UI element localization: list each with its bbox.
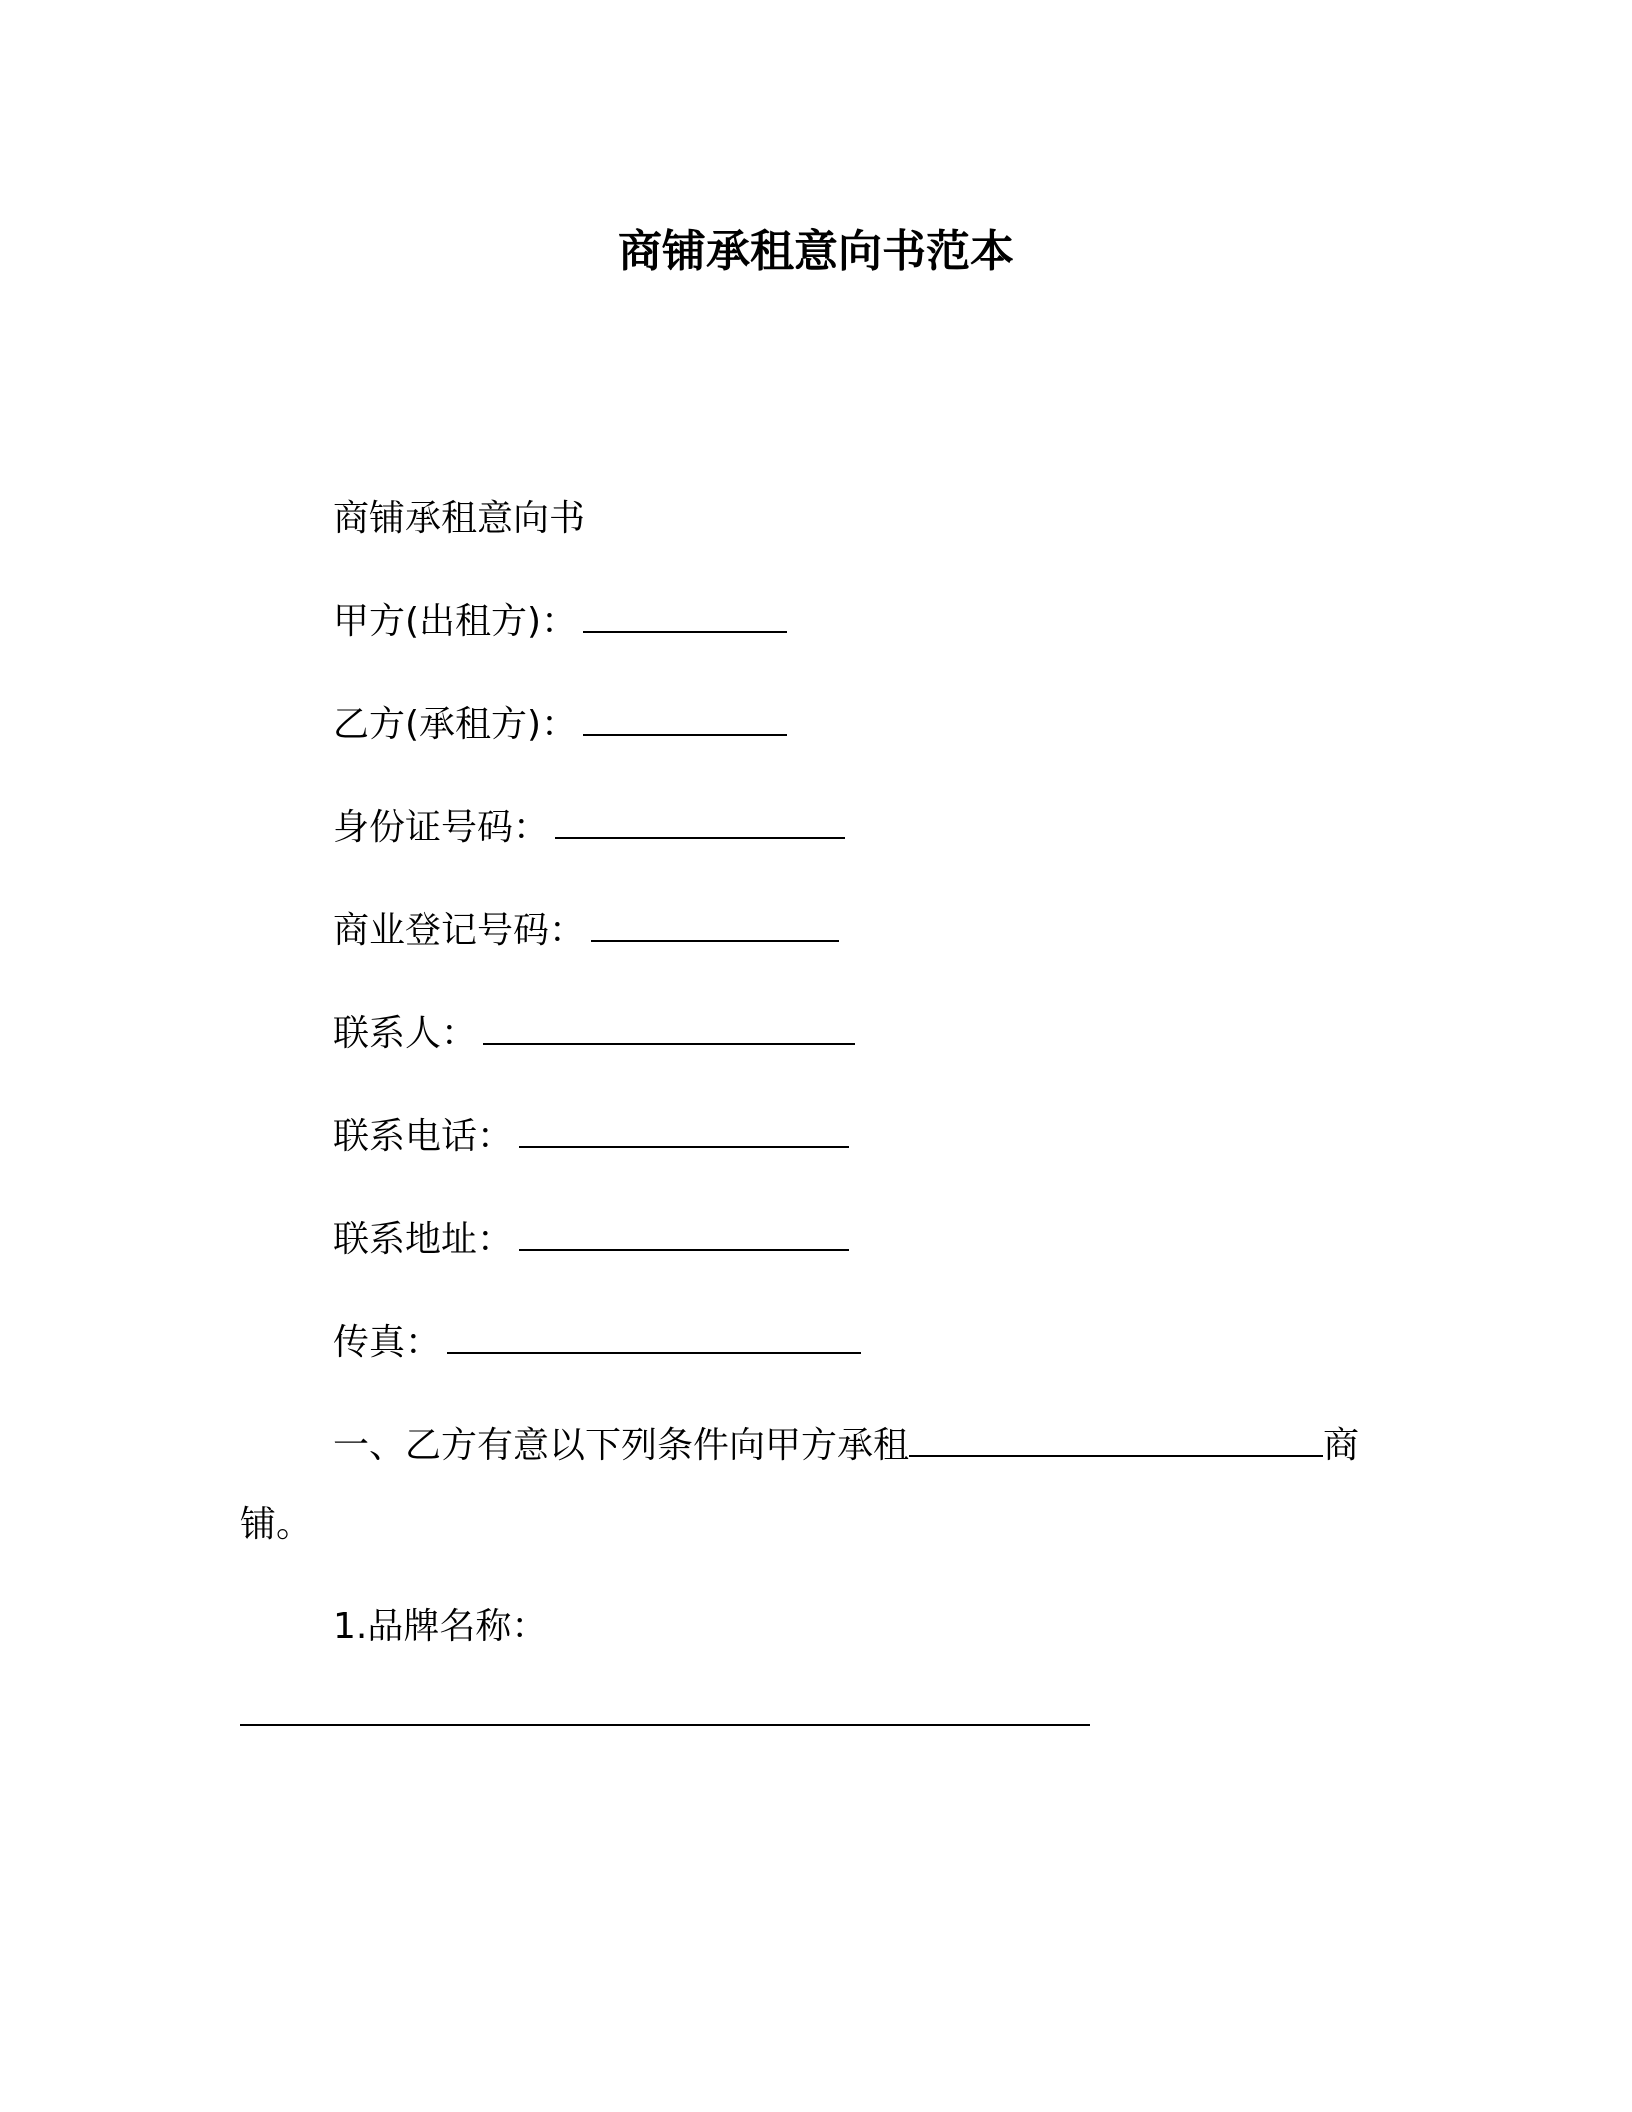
clause-1-suffix: 商 <box>1323 1425 1360 1466</box>
item-1-brand-name: 1.品牌名称： <box>333 1606 548 1647</box>
field-lessor-label: 甲方(出租方)： <box>333 601 578 642</box>
field-id-number-blank <box>555 831 845 839</box>
field-business-reg-label: 商业登记号码： <box>333 910 586 951</box>
field-contact-address-blank <box>519 1243 849 1251</box>
field-contact-phone-label: 联系电话： <box>333 1116 514 1157</box>
field-lessee-label: 乙方(承租方)： <box>333 704 578 745</box>
field-id-number-label: 身份证号码： <box>333 807 550 848</box>
clause-1 <box>333 1421 1359 1471</box>
field-lessor-blank <box>583 625 787 633</box>
field-contact-person-label: 联系人： <box>333 1013 478 1054</box>
field-lessee-blank <box>583 728 787 736</box>
field-fax-blank <box>447 1346 861 1354</box>
document-title: 商铺承租意向书范本 <box>618 226 1014 277</box>
field-fax <box>333 1318 861 1368</box>
clause-1-blank <box>909 1449 1323 1457</box>
field-id-number <box>333 803 845 853</box>
field-lessee <box>333 700 787 750</box>
clause-1-text: 一、乙方有意以下列条件向甲方承租 <box>333 1425 910 1466</box>
field-business-reg <box>333 906 839 956</box>
field-contact-person <box>333 1009 855 1059</box>
field-contact-phone-blank <box>519 1140 849 1148</box>
document-heading: 商铺承租意向书 <box>333 498 586 539</box>
field-lessor <box>333 597 787 647</box>
field-contact-address-label: 联系地址： <box>333 1219 514 1260</box>
clause-1-continuation: 铺。 <box>240 1504 313 1545</box>
field-contact-person-blank <box>483 1037 855 1045</box>
field-contact-phone <box>333 1112 849 1162</box>
field-fax-label: 传真： <box>333 1322 442 1363</box>
item-1-brand-name-blank <box>240 1724 1090 1726</box>
field-business-reg-blank <box>591 934 839 942</box>
field-contact-address <box>333 1215 849 1265</box>
